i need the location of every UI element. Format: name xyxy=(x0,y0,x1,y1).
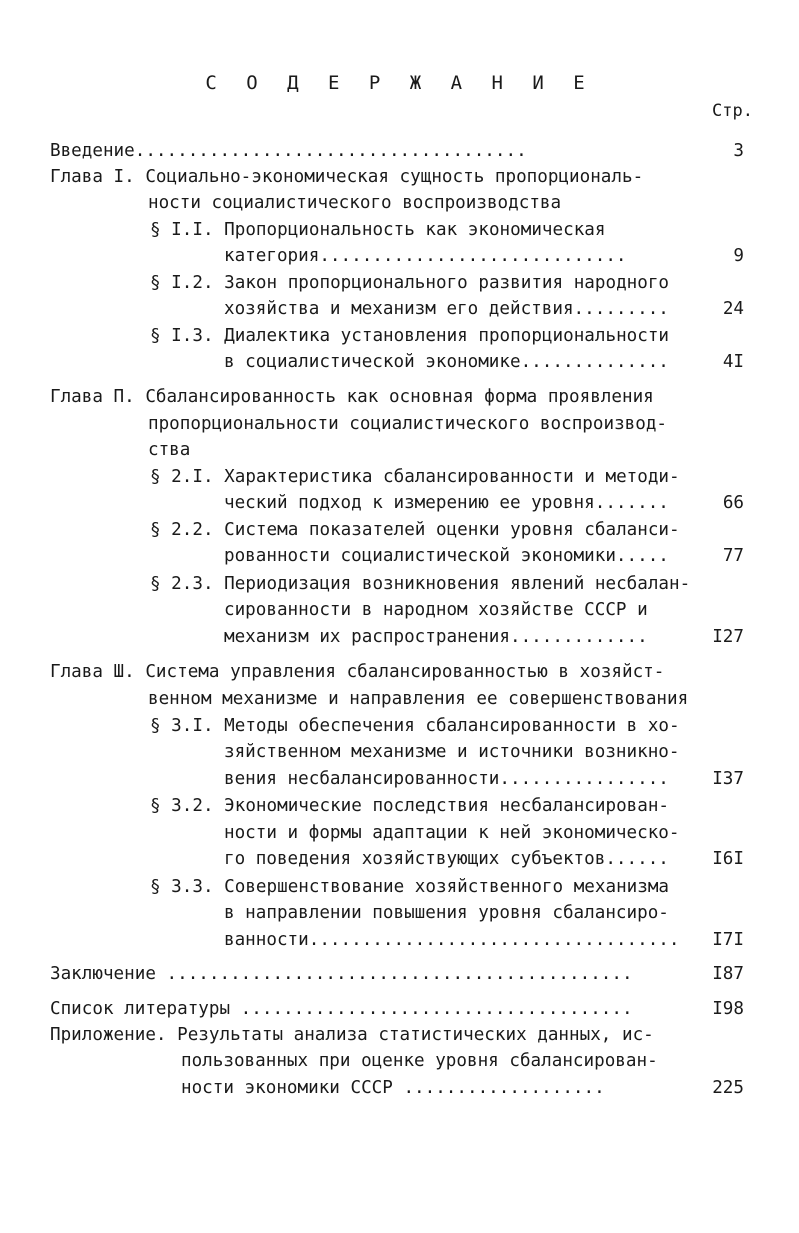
toc-section-3-2-line2: ности и формы адаптации к ней экономическо- xyxy=(224,823,680,843)
toc-page-3-3: I7I xyxy=(712,930,744,950)
toc-page-bibliography: I98 xyxy=(712,999,744,1019)
toc-section-2-2-line1: § 2.2. Система показателей оценки уровня сбаланси- xyxy=(150,520,680,540)
toc-section-3-1-line1: § 3.I. Методы обеспечения сбалансированности в хо- xyxy=(150,716,680,736)
toc-chapter-2-line3: ства xyxy=(148,440,191,460)
page-title: С О Д Е Р Ж А Н И Е xyxy=(205,72,594,94)
toc-page-1-1: 9 xyxy=(733,246,744,266)
toc-appendix-line3: ности экономики СССР ................... xyxy=(181,1078,605,1098)
toc-bibliography: Список литературы ..................................... xyxy=(50,999,633,1019)
toc-section-3-3-line3: ванности................................... xyxy=(224,930,680,950)
toc-section-1-2-line2: хозяйства и механизм его действия......... xyxy=(224,299,669,319)
toc-chapter-1-line1: Глава I. Социально-экономическая сущность пропорциональ- xyxy=(50,167,644,187)
toc-section-1-1-line2: категория............................. xyxy=(224,246,627,266)
toc-section-2-3-line3: механизм их распространения............. xyxy=(224,627,648,647)
toc-entry-intro: Введение..................................... xyxy=(50,141,527,161)
toc-appendix-line1: Приложение. Результаты анализа статистических данных, ис- xyxy=(50,1025,654,1045)
toc-page-appendix: 225 xyxy=(712,1078,744,1098)
toc-section-1-2-line1: § I.2. Закон пропорционального развития народного xyxy=(150,273,670,293)
toc-page-3-1: I37 xyxy=(712,769,744,789)
toc-page-conclusion: I87 xyxy=(712,964,744,984)
toc-page-2-1: 66 xyxy=(722,493,744,513)
toc-section-1-1-line1: § I.I. Пропорциональность как экономическая xyxy=(150,220,606,240)
toc-section-2-3-line1: § 2.3. Периодизация возникновения явлений несбалан- xyxy=(150,574,691,594)
toc-chapter-1-line2: ности социалистического воспроизводства xyxy=(148,193,562,213)
toc-section-3-1-line3: вения несбалансированности................ xyxy=(224,769,669,789)
page-column-label: Стр. xyxy=(712,101,753,121)
toc-page-3-2: I6I xyxy=(712,849,744,869)
toc-section-2-3-line2: сированности в народном хозяйстве СССР и xyxy=(224,600,648,620)
toc-section-3-2-line1: § 3.2. Экономические последствия несбалансирован- xyxy=(150,796,670,816)
toc-page-intro: 3 xyxy=(733,141,744,161)
toc-section-3-1-line2: зяйственном механизме и источники возникно- xyxy=(224,742,680,762)
toc-section-1-3-line2: в социалистической экономике.............. xyxy=(224,352,669,372)
toc-page-2-3: I27 xyxy=(712,627,744,647)
toc-conclusion: Заключение ............................................ xyxy=(50,964,633,984)
toc-section-2-2-line2: рованности социалистической экономики..... xyxy=(224,546,669,566)
toc-chapter-2-line1: Глава П. Сбалансированность как основная форма проявления xyxy=(50,387,654,407)
toc-section-1-3-line1: § I.3. Диалектика установления пропорциональности xyxy=(150,326,670,346)
toc-chapter-3-line2: венном механизме и направления ее совершенствования xyxy=(148,689,689,709)
toc-section-3-3-line1: § 3.3. Совершенствование хозяйственного механизма xyxy=(150,877,670,897)
toc-page-1-2: 24 xyxy=(722,299,744,319)
toc-appendix-line2: пользованных при оценке уровня сбалансирован- xyxy=(181,1051,658,1071)
toc-page-2-2: 77 xyxy=(722,546,744,566)
toc-chapter-3-line1: Глава Ш. Система управления сбалансированностью в хозяйст- xyxy=(50,662,665,682)
toc-page-1-3: 4I xyxy=(722,352,744,372)
toc-section-3-2-line3: го поведения хозяйствующих субъектов...... xyxy=(224,849,669,869)
toc-section-3-3-line2: в направлении повышения уровня сбалансиро- xyxy=(224,903,669,923)
toc-section-2-1-line1: § 2.I. Характеристика сбалансированности и методи- xyxy=(150,467,680,487)
toc-chapter-2-line2: пропорциональности социалистического воспроизвод- xyxy=(148,414,668,434)
toc-section-2-1-line2: ческий подход к измерению ее уровня....... xyxy=(224,493,669,513)
